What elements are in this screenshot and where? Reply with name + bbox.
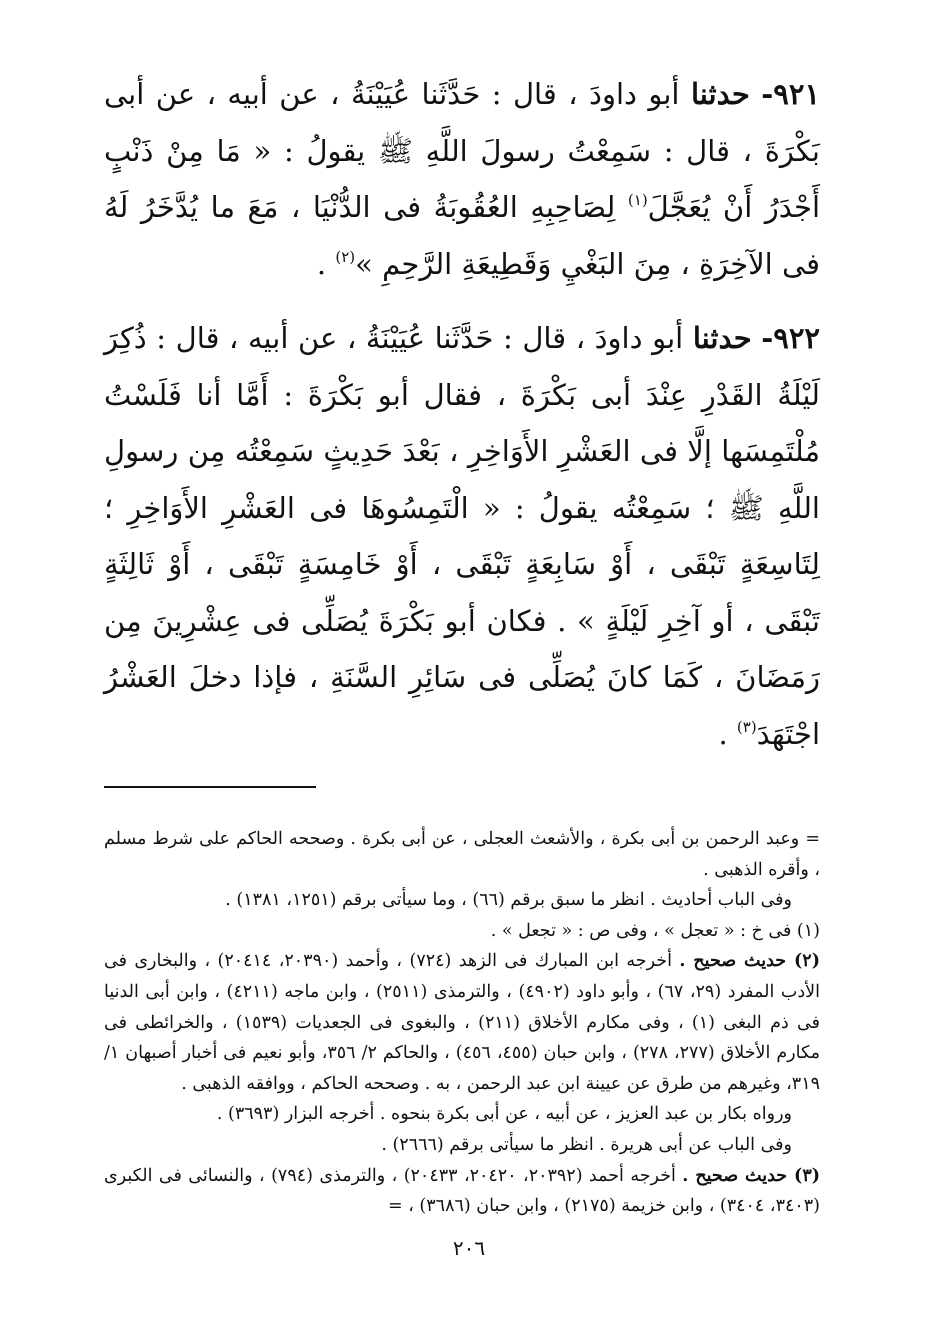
footnote-3 xyxy=(104,1161,820,1222)
footnote xyxy=(104,1130,820,1161)
hadith-text: لِصَاحِبِهِ العُقُوبَةُ فى الدُّنْيَا ، مَعَ ما يُدَّخَرُ لَهُ فى الآخِرَةِ ، مِنَ البَغْيِ وَقَطِيعَةِ الرَّحِمِ » xyxy=(104,190,820,281)
footnote-text: = وعبد الرحمن بن أبى بكرة ، والأشعث العجلى ، عن أبى بكرة . وصححه الحاكم على شرط مسلم ، وأقره الذهبى . xyxy=(104,829,820,880)
footnote xyxy=(104,1099,820,1130)
footnote-ref[interactable]: (٣) xyxy=(736,717,757,736)
page-number: ٢٠٦ xyxy=(452,1236,486,1260)
hadith-text-end: . xyxy=(718,716,728,751)
footnote-2 xyxy=(104,946,820,1099)
footnote-1 xyxy=(104,916,820,947)
footnote-text: أخرجه ابن المبارك فى الزهد (٧٢٤) ، وأحمد (٢٠٣٩٠، ٢٠٤١٤) ، والبخارى فى الأدب المفرد (٢٩، ٦٧) ، وأبو داود (٤٩٠٢) ، والترمذى (٢٥١١) ، وابن ماجه (٤٢١١) ، وابن أبى الدنيا فى ذم البغى (١) ، وفى مكارم الأخلاق (٢١١) ، والبغوى فى الجعديات (١٥٣٩) ، والخرائطى فى مكارم الأخلاق (٢٧٧، ٢٧٨) ، وابن حبان (٤٥٥، ٤٥٦) ، والحاكم ٢/ ٣٥٦، وأبو نعيم فى أخبار أصبهان ١/ ٣١٩، وغيرهم من طرق عن عيينة ابن عبد الرحمن ، به . وصححه الحاكم ، ووافقه الذهبى . xyxy=(104,951,821,1094)
footnote xyxy=(104,885,820,916)
hadith-lead: حدثنا xyxy=(692,321,752,355)
hadith-922 xyxy=(104,310,820,762)
footnote xyxy=(104,824,820,885)
footnote-text: وفى الباب عن أبى هريرة . انظر ما سيأتى برقم (٢٦٦٦) . xyxy=(381,1134,792,1155)
footnote-text: (١) فى خ : « تعجل » ، وفى ص : « تجعل » . xyxy=(490,920,820,941)
footnote-label: (٢) حديث صحيح . xyxy=(679,951,820,972)
footnote-label: (٣) حديث صحيح . xyxy=(682,1165,820,1186)
hadith-number: ٩٢٢- xyxy=(761,321,821,355)
hadith-text: أبو داودَ ، قال : حَدَّثَنا عُيَيْنَةُ ، عن أبيه ، قال : ذُكِرَ لَيْلَةُ القَدْرِ عِنْدَ أبى بَكْرَةَ ، فقال أبو بَكْرَةَ : أَمَّا أنا فَلَسْتُ مُلْتَمِسَها إلَّا فى العَشْرِ الأَوَاخِرِ ، بَعْدَ حَدِيثٍ سَمِعْتُه مِن رسولِ اللَّهِ ﷺ ؛ سَمِعْتُه يقولُ : « الْتَمِسُوهَا فى العَشْرِ الأَوَاخِرِ ؛ لِتَاسِعَةٍ تَبْقَى ، أَوْ سَابِعَةٍ تَبْقَى ، أَوْ خَامِسَةٍ تَبْقَى ، أَوْ ثَالِثَةٍ تَبْقَى ، أو آخِرِ لَيْلَةٍ » . فكان أبو بَكْرَةَ يُصَلِّى فى عِشْرِينَ مِن رَمَضَانَ ، كَمَا كانَ يُصَلِّى فى سَائِرِ السَّنَةِ ، فإذا دخلَ العَشْرُ اجْتَهَدَ xyxy=(104,321,820,751)
footnote-divider xyxy=(104,786,316,788)
footnote-text: ورواه بكار بن عبد العزيز ، عن أبيه ، عن أبى بكرة بنحوه . أخرجه البزار (٣٦٩٣) . xyxy=(216,1104,792,1125)
hadith-number: ٩٢١- xyxy=(761,77,821,111)
footnote-ref[interactable]: (١) xyxy=(627,191,648,209)
hadith-lead: حدثنا xyxy=(690,77,750,111)
footnote-text: وفى الباب أحاديث . انظر ما سبق برقم (٦٦) ، وما سيأتى برقم (١٢٥١، ١٣٨١) . xyxy=(225,890,792,911)
footnote-ref[interactable]: (٢) xyxy=(335,247,356,266)
hadith-921 xyxy=(104,66,820,292)
footnote-text: أخرجه أحمد (٢٠٣٩٢، ٢٠٤٢٠، ٢٠٤٣٣) ، والترمذى (٧٩٤) ، والنسائى فى الكبرى (٣٤٠٣، ٣٤٠٤) ، وابن خزيمة (٢١٧٥) ، وابن حبان (٣٦٨٦) ، = xyxy=(104,1165,820,1217)
hadith-text: أبو داودَ ، قال : حَدَّثَنا عُيَيْنَةُ ، عن أبيه ، عن أبى بَكْرَةَ ، قال : سَمِعْتُ رسولَ اللَّهِ ﷺ يقولُ : « مَا مِنْ ذَنْبٍ أَجْدَرُ أَنْ يُعَجَّلَ xyxy=(104,77,820,224)
hadith-text-end: . xyxy=(316,246,327,281)
footnotes xyxy=(104,824,820,1222)
